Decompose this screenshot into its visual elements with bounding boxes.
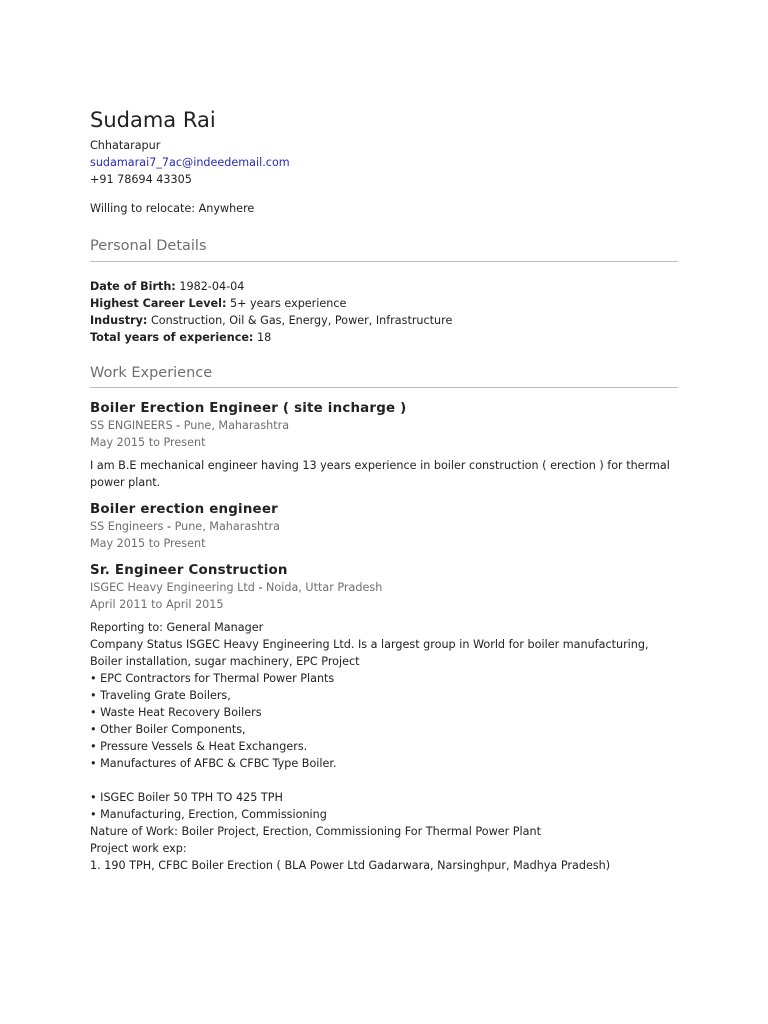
detail-industry xyxy=(90,313,678,330)
description-line: 1. 190 TPH, CFBC Boiler Erection ( BLA Power Ltd Gadarwara, Narsinghpur, Madhya Pradesh) xyxy=(90,858,611,872)
company-separator: - xyxy=(254,580,267,594)
detail-total-experience xyxy=(90,330,678,347)
job-description xyxy=(90,620,678,875)
description-bullet: • EPC Contractors for Thermal Power Plants xyxy=(90,671,335,685)
description-line: Project work exp: xyxy=(90,841,187,855)
description-line: Company Status ISGEC Heavy Engineering Ltd. Is a largest group in World for boiler manufacturing, Boiler installation, sugar machinery, EPC Project xyxy=(90,637,649,668)
candidate-name: Sudama Rai xyxy=(90,108,216,132)
company-name: SS Engineers xyxy=(90,519,164,533)
description-bullet: • Waste Heat Recovery Boilers xyxy=(90,705,262,719)
company-location: Pune, Maharashtra xyxy=(174,519,280,533)
job-dates: May 2015 to Present xyxy=(90,436,206,450)
resume-page xyxy=(90,0,678,875)
detail-label: Total years of experience: xyxy=(90,330,254,344)
company-location: Noida, Uttar Pradesh xyxy=(266,580,383,594)
section-title-personal-details: Personal Details xyxy=(90,238,678,262)
detail-value: 1982-04-04 xyxy=(175,279,245,293)
description-line: Reporting to: General Manager xyxy=(90,620,264,634)
job-entry xyxy=(90,501,678,553)
job-description xyxy=(90,458,678,492)
job-company xyxy=(90,580,678,597)
location: Chhatarapur xyxy=(90,139,161,152)
job-title: Boiler erection engineer xyxy=(90,501,278,517)
job-title: Sr. Engineer Construction xyxy=(90,562,288,578)
company-name: ISGEC Heavy Engineering Ltd xyxy=(90,580,255,594)
detail-label: Industry: xyxy=(90,313,148,327)
section-title-work-experience: Work Experience xyxy=(90,365,678,389)
description-line: Nature of Work: Boiler Project, Erection, Commissioning For Thermal Power Plant xyxy=(90,824,541,838)
detail-label: Highest Career Level: xyxy=(90,296,227,310)
detail-label: Date of Birth: xyxy=(90,279,176,293)
description-bullet: • ISGEC Boiler 50 TPH TO 425 TPH xyxy=(90,790,283,804)
job-entry xyxy=(90,562,678,875)
description-bullet: • Manufacturing, Erection, Commissioning xyxy=(90,807,327,821)
company-name: SS ENGINEERS xyxy=(90,419,173,433)
description-bullet: • Pressure Vessels & Heat Exchangers. xyxy=(90,739,308,753)
phone: +91 78694 43305 xyxy=(90,173,192,186)
detail-value: 5+ years experience xyxy=(226,296,347,310)
description-bullet: • Manufactures of AFBC & CFBC Type Boiler. xyxy=(90,756,337,770)
job-title: Boiler Erection Engineer ( site incharge ) xyxy=(90,401,407,417)
relocate-note: Willing to relocate: Anywhere xyxy=(90,202,255,215)
job-dates: April 2011 to April 2015 xyxy=(90,597,224,611)
company-separator: - xyxy=(172,419,184,433)
job-company xyxy=(90,418,678,435)
description-bullet: • Traveling Grate Boilers, xyxy=(90,688,231,702)
company-location: Pune, Maharashtra xyxy=(183,419,290,433)
detail-date-of-birth xyxy=(90,279,678,296)
detail-value: Construction, Oil & Gas, Energy, Power, Infrastructure xyxy=(147,313,453,327)
blank-line xyxy=(90,773,678,790)
contact-block xyxy=(90,138,678,189)
job-entry xyxy=(90,400,678,492)
description-bullet: • Other Boiler Components, xyxy=(90,722,246,736)
detail-value: 18 xyxy=(253,330,272,344)
detail-career-level xyxy=(90,296,678,313)
email-link[interactable]: sudamarai7_7ac@indeedemail.com xyxy=(90,156,290,169)
description-line: I am B.E mechanical engineer having 13 years experience in boiler construction ( erection ) for thermal power plant. xyxy=(90,459,670,490)
job-dates: May 2015 to Present xyxy=(90,536,206,550)
job-company xyxy=(90,519,678,536)
company-separator: - xyxy=(163,519,175,533)
personal-details xyxy=(90,279,678,347)
